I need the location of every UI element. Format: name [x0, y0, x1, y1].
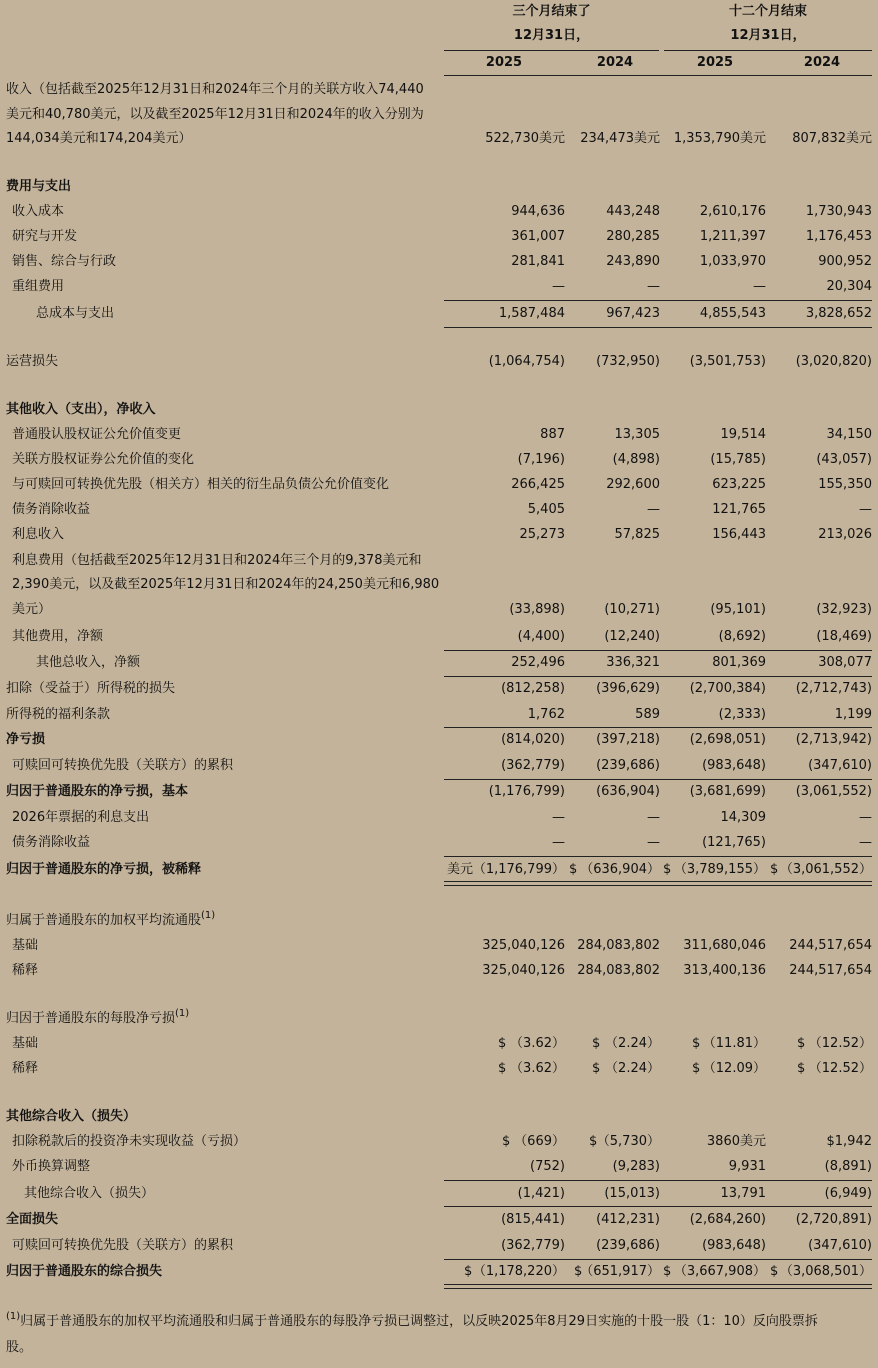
currency-prefix: $	[692, 1036, 701, 1051]
table-row	[0, 227, 878, 247]
value-y2025: (3,681,699)	[689, 784, 766, 799]
value-y2024: (2,720,891)	[795, 1212, 872, 1227]
value-q2025: (752)	[530, 1159, 565, 1174]
currency-prefix: $	[663, 1264, 672, 1279]
table-row	[0, 450, 878, 470]
value-y2025: 13,791	[720, 1186, 766, 1201]
value-q2024: (396,629)	[596, 681, 660, 696]
value-q2024: （2.24）	[605, 1061, 660, 1076]
table-row	[0, 475, 878, 495]
other-income-total-row	[0, 653, 878, 673]
value-q2025: 252,496	[511, 655, 565, 670]
value-q2024: (732,950)	[596, 354, 660, 369]
value-y2025: 19,514	[720, 427, 766, 442]
value-y2024: 244,517,654	[789, 963, 872, 978]
eps-label: 归因于普通股东的每股净亏损	[6, 1011, 176, 1026]
value-y2025: （12.09）	[702, 1061, 766, 1076]
value-y2025: (95,101)	[710, 602, 766, 617]
currency-prefix: $	[502, 1134, 511, 1149]
value-q2025: (362,779)	[501, 758, 565, 773]
table-row	[0, 1059, 878, 1079]
value-y2025: (15,785)	[710, 452, 766, 467]
value-q2024: 280,285	[606, 229, 660, 244]
table-row	[0, 500, 878, 520]
row-label: 全面损失	[6, 1212, 59, 1227]
row-label: 归因于普通股东的净亏损，被稀释	[6, 862, 202, 877]
value-q2025: （3.62）	[510, 1061, 565, 1076]
value-q2025: （3.62）	[510, 1036, 565, 1051]
row-label	[6, 911, 215, 931]
currency-prefix: 美元	[447, 862, 474, 877]
value-q2025: 522,730美元	[485, 131, 565, 146]
value-q2024: (12,240)	[604, 629, 660, 644]
value-y2024: 244,517,654	[789, 938, 872, 953]
value-q2024: —	[647, 835, 660, 850]
row-label: 扣除税款后的投资净未实现收益（亏损）	[12, 1134, 247, 1149]
pretax-loss-row	[0, 679, 878, 699]
header-date-twelve: 12月31日，	[730, 28, 806, 43]
row-label: 稀释	[12, 1061, 39, 1076]
oci-total-row	[0, 1184, 878, 1204]
row-label: 重组费用	[12, 279, 65, 294]
other-income-heading-label: 其他收入（支出），净收入	[6, 402, 156, 417]
header-twelve-months: 十二个月结束	[728, 4, 807, 19]
value-y2025: （3,667,908）	[673, 1264, 766, 1279]
value-y2024: （3,061,552）	[779, 862, 872, 877]
value-q2024: —	[647, 279, 660, 294]
operating-loss-row	[0, 352, 878, 372]
value-y2025: —	[753, 279, 766, 294]
row-label: 债务消除收益	[12, 502, 91, 517]
value-q2024: 589	[635, 707, 660, 722]
row-label: 债务消除收益	[12, 835, 91, 850]
currency-prefix: $	[663, 862, 672, 877]
value-y2024: —	[859, 502, 872, 517]
value-y2024: 1,199	[834, 707, 872, 722]
value-q2025: (1,064,754)	[488, 354, 565, 369]
accretion-row	[0, 1236, 878, 1256]
header-year-2025-q: 2025	[485, 55, 523, 70]
value-q2025: 1,762	[527, 707, 565, 722]
value-y2024: (43,057)	[816, 452, 872, 467]
revenue-label-line1: 收入（包括截至2025年12月31日和2024年三个月的关联方收入74,440	[6, 82, 424, 97]
value-q2025: （1,176,799）	[472, 862, 565, 877]
header-three-months: 三个月结束了	[512, 4, 591, 19]
header-year-2024-q: 2024	[596, 55, 634, 70]
value-y2024: 155,350	[818, 477, 872, 492]
value-y2025: 801,369	[712, 655, 766, 670]
value-y2025: 1,353,790美元	[673, 131, 766, 146]
revenue-label-line3: 144,034美元和174,204美元）	[6, 131, 192, 146]
value-y2025: （11.81）	[702, 1036, 766, 1051]
row-label: 与可赎回可转换优先股（相关方）相关的衍生品负债公允价值变化	[12, 477, 390, 492]
value-q2025: 25,273	[519, 527, 565, 542]
row-label	[6, 1009, 189, 1029]
row-label: 所得税的福利条款	[6, 707, 111, 722]
value-q2025: （669）	[514, 1134, 565, 1149]
value-y2025: (983,648)	[702, 1238, 766, 1253]
value-y2024: （12.52）	[808, 1036, 872, 1051]
comprehensive-common-row	[0, 1262, 878, 1282]
value-y2025: 121,765	[712, 502, 766, 517]
header-date-three: 12月31日，	[513, 28, 590, 43]
currency-prefix: $	[770, 1264, 779, 1279]
value-q2025: 281,841	[511, 254, 565, 269]
value-q2024: （2.24）	[605, 1036, 660, 1051]
value-y2024: (3,020,820)	[795, 354, 872, 369]
value-y2025: 2,610,176	[699, 204, 766, 219]
value-q2025: 1,587,484	[498, 306, 565, 321]
weighted-shares-heading	[0, 911, 878, 931]
net-loss-diluted-row	[0, 860, 878, 880]
row-label: 基础	[12, 938, 39, 953]
net-loss-basic-row	[0, 782, 878, 802]
value-y2024: 308,077	[818, 655, 872, 670]
value-y2024: (347,610)	[808, 758, 872, 773]
value-q2024: (397,218)	[596, 732, 660, 747]
row-label: 其他费用，净额	[12, 629, 104, 644]
row-label: 运营损失	[6, 354, 59, 369]
costs-heading-label: 费用与支出	[6, 179, 72, 194]
value-y2024: (32,923)	[816, 602, 872, 617]
row-label: 净亏损	[6, 732, 46, 747]
value-q2025: 325,040,126	[482, 938, 565, 953]
value-q2024: 57,825	[614, 527, 660, 542]
value-y2024: 1,176,453	[805, 229, 872, 244]
interest-expense-row	[0, 600, 878, 620]
row-label: 研究与开发	[12, 229, 78, 244]
value-y2025: 313,400,136	[683, 963, 766, 978]
currency-prefix: $	[569, 862, 578, 877]
row-label: 归因于普通股东的净亏损，基本	[6, 784, 189, 799]
accretion-row	[0, 756, 878, 776]
row-label: 普通股认股权证公允价值变更	[12, 427, 182, 442]
currency-prefix: $	[592, 1036, 601, 1051]
currency-prefix: $	[797, 1036, 806, 1051]
value-q2024: 243,890	[606, 254, 660, 269]
value-q2025: 887	[540, 427, 565, 442]
value-y2025: (8,692)	[718, 629, 766, 644]
row-label: 可赎回可转换优先股（关联方）的累积	[12, 758, 234, 773]
row-label: 稀释	[12, 963, 39, 978]
value-y2024: 900,952	[818, 254, 872, 269]
table-row	[0, 202, 878, 222]
oci-heading	[0, 1107, 878, 1127]
value-q2024: (636,904)	[596, 784, 660, 799]
row-label: 外币换算调整	[12, 1159, 91, 1174]
value-q2025: —	[552, 810, 565, 825]
value-q2025: 944,636	[511, 204, 565, 219]
interest-expense-label-line1: 利息费用（包括截至2025年12月31日和2024年三个月的9,378美元和	[12, 553, 422, 568]
value-y2024: —	[859, 835, 872, 850]
footnote-marker: (1)	[201, 910, 216, 921]
value-q2024: 13,305	[614, 427, 660, 442]
value-q2024: （651,917）	[580, 1264, 660, 1279]
value-y2024: (18,469)	[816, 629, 872, 644]
value-q2025: (814,020)	[501, 732, 565, 747]
value-y2024: 1,730,943	[805, 204, 872, 219]
value-q2025: 266,425	[511, 477, 565, 492]
value-y2025: (121,765)	[702, 835, 766, 850]
value-y2024: —	[859, 810, 872, 825]
value-y2025: 311,680,046	[683, 938, 766, 953]
header-year-2025-y: 2025	[696, 55, 734, 70]
value-y2024: （3,068,501）	[779, 1264, 872, 1279]
value-q2024: (9,283)	[612, 1159, 660, 1174]
revenue-row	[0, 129, 878, 149]
row-label: 利息收入	[12, 527, 65, 542]
value-q2024: 284,083,802	[577, 963, 660, 978]
value-y2024: (3,061,552)	[795, 784, 872, 799]
value-q2025: 5,405	[527, 502, 565, 517]
value-y2024: （12.52）	[808, 1061, 872, 1076]
currency-prefix: $	[592, 1061, 601, 1076]
value-q2024: 292,600	[606, 477, 660, 492]
header-year-2024-y: 2024	[803, 55, 841, 70]
costs-total-row	[0, 304, 878, 324]
value-y2025: （3,789,155）	[673, 862, 766, 877]
oci-heading-label: 其他综合收入（损失）	[6, 1109, 137, 1124]
value-y2024: $1,942	[826, 1134, 872, 1149]
currency-prefix: $	[464, 1264, 473, 1279]
interest-2026-row	[0, 808, 878, 828]
oci-unrealized-row	[0, 1132, 878, 1152]
value-y2024: (2,713,942)	[795, 732, 872, 747]
footnote-text: 归属于普通股东的加权平均流通股和归属于普通股东的每股净亏损已调整过，以反映2025年8月29日实施的十股一股（1：10）反向股票拆	[20, 1314, 818, 1329]
table-row	[0, 961, 878, 981]
value-y2024: (8,891)	[824, 1159, 872, 1174]
row-label: 其他总收入，净额	[36, 655, 141, 670]
value-q2024: (10,271)	[604, 602, 660, 617]
row-label: 销售、综合与行政	[12, 254, 117, 269]
table-row	[0, 936, 878, 956]
value-y2025: 14,309	[720, 810, 766, 825]
value-q2025: (33,898)	[509, 602, 565, 617]
debt-gain-row	[0, 833, 878, 853]
value-q2024: （5,730）	[596, 1134, 660, 1149]
table-row	[0, 425, 878, 445]
value-q2025: (815,441)	[501, 1212, 565, 1227]
value-y2025: (2,698,051)	[689, 732, 766, 747]
currency-prefix: $	[589, 1134, 598, 1149]
value-y2025: (2,700,384)	[689, 681, 766, 696]
value-q2025: (7,196)	[517, 452, 565, 467]
revenue-label-line2: 美元和40,780美元，以及截至2025年12月31日和2024年的收入分别为	[6, 107, 424, 122]
value-y2024: (2,712,743)	[795, 681, 872, 696]
currency-prefix: $	[498, 1036, 507, 1051]
value-q2024: —	[647, 810, 660, 825]
value-y2024: (347,610)	[808, 1238, 872, 1253]
value-y2024: 807,832美元	[792, 131, 872, 146]
value-y2025: (2,333)	[718, 707, 766, 722]
value-q2025: (1,421)	[517, 1186, 565, 1201]
value-q2024: (15,013)	[604, 1186, 660, 1201]
value-q2024: (4,898)	[612, 452, 660, 467]
currency-prefix: $	[692, 1061, 701, 1076]
value-q2024: (239,686)	[596, 1238, 660, 1253]
value-y2025: (3,501,753)	[689, 354, 766, 369]
value-q2024: 967,423	[606, 306, 660, 321]
row-label: 归因于普通股东的综合损失	[6, 1264, 163, 1279]
value-q2025: (1,176,799)	[488, 784, 565, 799]
value-q2025: (4,400)	[517, 629, 565, 644]
value-y2025: 4,855,543	[699, 306, 766, 321]
table-row	[0, 525, 878, 545]
row-label: 美元）	[12, 602, 52, 617]
value-q2024: 234,473美元	[580, 131, 660, 146]
value-y2025: 9,931	[728, 1159, 766, 1174]
row-label: 收入成本	[12, 204, 65, 219]
value-q2024: (412,231)	[596, 1212, 660, 1227]
comprehensive-loss-row	[0, 1210, 878, 1230]
row-label: 可赎回可转换优先股（关联方）的累积	[12, 1238, 234, 1253]
value-y2024: 34,150	[826, 427, 872, 442]
value-q2024: （636,904）	[580, 862, 660, 877]
value-y2024: 20,304	[826, 279, 872, 294]
value-y2025: 623,225	[712, 477, 766, 492]
value-q2025: (362,779)	[501, 1238, 565, 1253]
value-y2025: 1,033,970	[699, 254, 766, 269]
value-y2024: (6,949)	[824, 1186, 872, 1201]
table-row	[0, 1034, 878, 1054]
other-income-heading	[0, 400, 878, 420]
footnote-line2: 股。	[6, 1340, 33, 1355]
value-q2025: (812,258)	[501, 681, 565, 696]
eps-heading	[0, 1009, 878, 1029]
table-row	[0, 277, 878, 297]
value-q2024: (239,686)	[596, 758, 660, 773]
footnote-line1	[6, 1312, 818, 1332]
currency-prefix: $	[797, 1061, 806, 1076]
row-label: 2026年票据的利息支出	[12, 810, 150, 825]
footnote-marker: (1)	[6, 1311, 21, 1322]
value-y2024: 3,828,652	[805, 306, 872, 321]
other-expense-row	[0, 627, 878, 647]
net-loss-row	[0, 730, 878, 750]
weighted-shares-label: 归属于普通股东的加权平均流通股	[6, 913, 202, 928]
row-label: 总成本与支出	[36, 306, 115, 321]
value-y2025: (983,648)	[702, 758, 766, 773]
row-label: 基础	[12, 1036, 39, 1051]
tax-row	[0, 705, 878, 725]
value-q2025: 325,040,126	[482, 963, 565, 978]
value-y2025: 1,211,397	[699, 229, 766, 244]
value-y2025: (2,684,260)	[689, 1212, 766, 1227]
interest-expense-label-line2: 2,390美元，以及截至2025年12月31日和2024年的24,250美元和6,980	[12, 577, 440, 592]
value-y2025: 3860美元	[706, 1134, 766, 1149]
value-q2024: 284,083,802	[577, 938, 660, 953]
value-q2025: —	[552, 279, 565, 294]
row-label: 扣除（受益于）所得税的损失	[6, 681, 176, 696]
costs-heading	[0, 177, 878, 197]
value-q2025: 361,007	[511, 229, 565, 244]
currency-prefix: $	[574, 1264, 583, 1279]
currency-prefix: $	[770, 862, 779, 877]
row-label: 关联方股权证券公允价值的变化	[12, 452, 195, 467]
value-q2025: （1,178,220）	[472, 1264, 565, 1279]
row-label: 其他综合收入（损失）	[24, 1186, 155, 1201]
value-y2025: 156,443	[712, 527, 766, 542]
value-q2024: 336,321	[606, 655, 660, 670]
value-q2024: 443,248	[606, 204, 660, 219]
value-q2025: —	[552, 835, 565, 850]
table-row	[0, 252, 878, 272]
currency-prefix: $	[498, 1061, 507, 1076]
oci-fx-row	[0, 1157, 878, 1177]
value-q2024: —	[647, 502, 660, 517]
value-y2024: 213,026	[818, 527, 872, 542]
footnote-marker: (1)	[175, 1008, 190, 1019]
